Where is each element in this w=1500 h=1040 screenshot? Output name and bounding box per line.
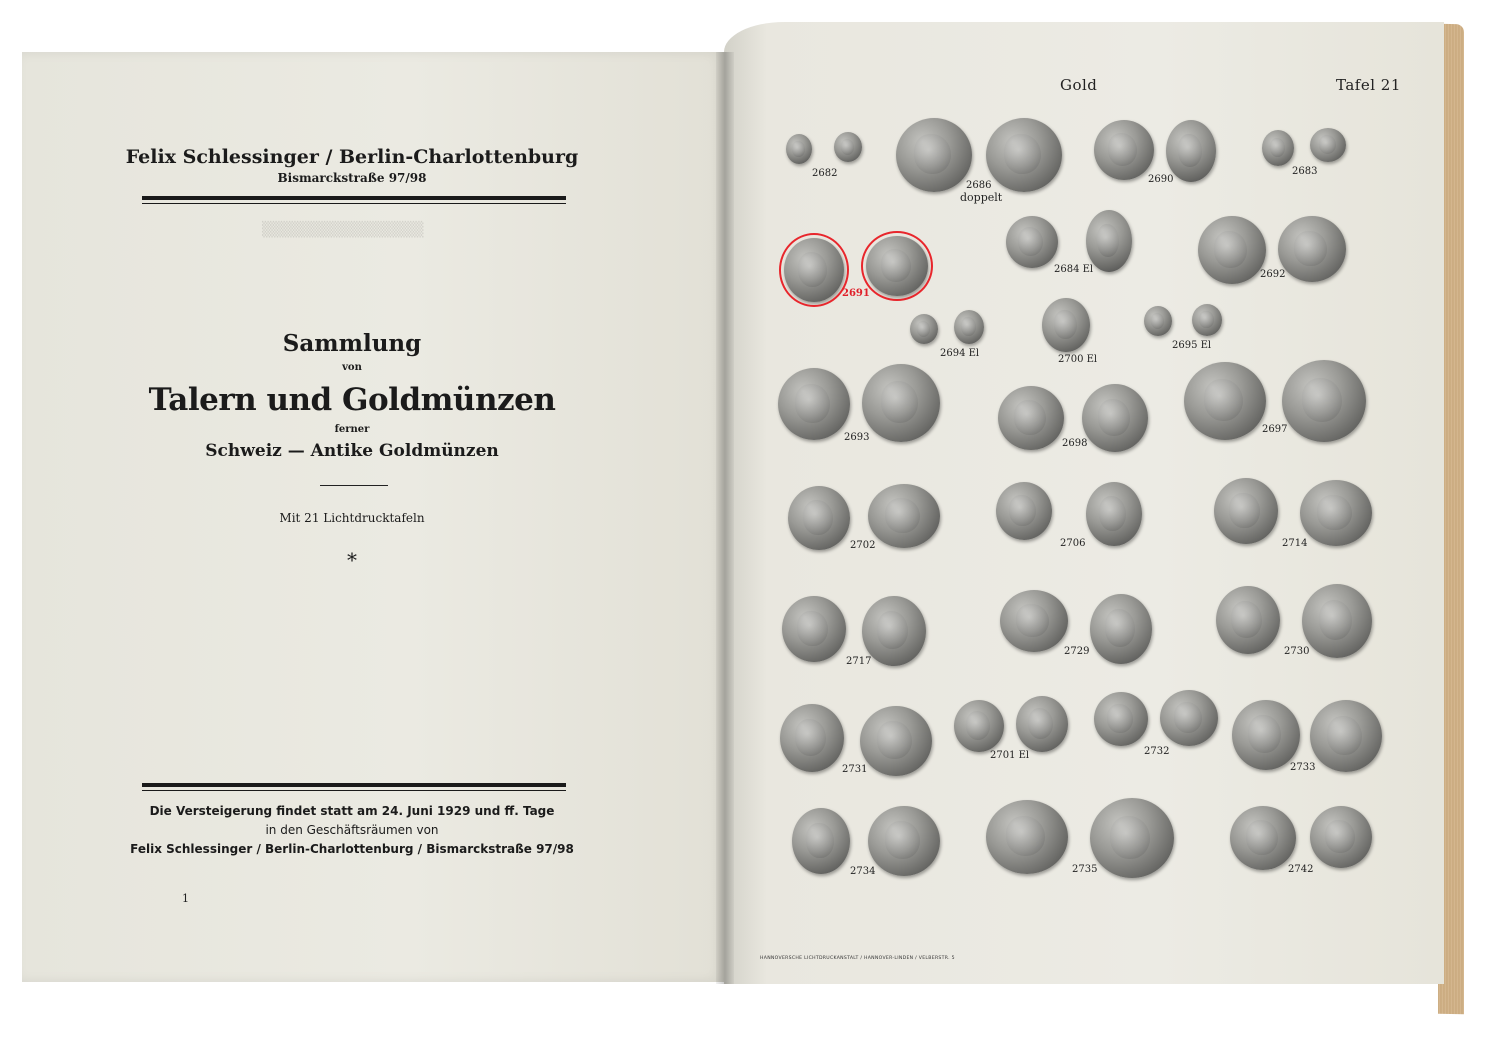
coin-image — [792, 808, 850, 874]
coin-image — [1090, 798, 1174, 878]
show-through-text: ▒▒▒▒▒▒▒▒▒▒▒▒▒▒▒ — [262, 222, 424, 238]
coin-label: 2730 — [1284, 646, 1310, 657]
title-subtitle: Schweiz — Antike Goldmünzen — [205, 441, 499, 461]
coin-image — [1216, 586, 1280, 654]
coin-label: 2684 El — [1054, 264, 1094, 275]
coin-image — [1184, 362, 1266, 440]
coin-label: 2735 — [1072, 864, 1098, 875]
title-von: von — [342, 362, 362, 373]
auction-line-1: Die Versteigerung findet statt am 24. Juni 1929 und ff. Tage — [149, 804, 555, 818]
coin-image — [1144, 306, 1172, 336]
book-gutter — [716, 52, 734, 984]
footer-rule-thick — [142, 783, 566, 787]
coin-label: 2700 El — [1058, 354, 1098, 365]
title-sammlung: Sammlung — [282, 330, 422, 357]
coin-image — [986, 118, 1062, 192]
coin-image — [896, 118, 972, 192]
coin-image — [1086, 210, 1132, 272]
header-rule-thin — [142, 203, 566, 204]
coin-image — [1160, 690, 1218, 746]
coin-image — [1000, 590, 1068, 652]
coin-label: 2734 — [850, 866, 876, 877]
coin-image — [1232, 700, 1300, 770]
coin-image — [910, 314, 938, 344]
page-number: 1 — [182, 892, 189, 905]
footer-rule-thin — [142, 790, 566, 791]
coin-image — [1086, 482, 1142, 546]
coin-image — [1214, 478, 1278, 544]
coin-image — [780, 704, 844, 772]
auction-line-3: Felix Schlessinger / Berlin-Charlottenburg / Bismarckstraße 97/98 — [130, 842, 574, 856]
coin-image — [998, 386, 1064, 450]
coin-image — [868, 484, 940, 548]
title-divider — [320, 485, 388, 486]
highlight-circle — [861, 231, 933, 301]
coin-image — [778, 368, 850, 440]
coin-label: 2694 El — [940, 348, 980, 359]
coin-label: 2683 — [1292, 166, 1318, 177]
coin-image — [1302, 584, 1372, 658]
coin-image — [1016, 696, 1068, 752]
plate-header-tafel: Tafel 21 — [1336, 76, 1401, 94]
coin-image — [1300, 480, 1372, 546]
coin-image — [1262, 130, 1294, 166]
coin-image — [1006, 216, 1058, 268]
coin-image — [1042, 298, 1090, 352]
coin-image — [1082, 384, 1148, 452]
coin-image — [1090, 594, 1152, 664]
coin-image — [1230, 806, 1296, 870]
printer-imprint: HANNOVERSCHE LICHTDRUCKANSTALT / HANNOVER-LINDEN / VELBERSTR. 5 — [760, 956, 955, 961]
coin-label: 2682 — [812, 168, 838, 179]
coin-label: 2701 El — [990, 750, 1030, 761]
coin-label: 2717 — [846, 656, 872, 667]
coin-image — [1094, 692, 1148, 746]
coin-image — [860, 706, 932, 776]
coin-label: 2692 — [1260, 269, 1286, 280]
coin-label: 2686 — [966, 180, 992, 191]
coin-label-highlighted: 2691 — [842, 288, 870, 299]
coin-label: 2690 — [1148, 174, 1174, 185]
coin-label: 2702 — [850, 540, 876, 551]
plates-count: Mit 21 Lichtdrucktafeln — [279, 511, 425, 525]
coin-image — [1310, 806, 1372, 868]
coin-label: 2706 — [1060, 538, 1086, 549]
auction-line-2: in den Geschäftsräumen von — [265, 823, 439, 837]
coin-image — [1310, 700, 1382, 772]
coin-label: 2693 — [844, 432, 870, 443]
coin-label: 2729 — [1064, 646, 1090, 657]
coin-image — [862, 596, 926, 666]
coin-label: 2698 — [1062, 438, 1088, 449]
coin-image — [782, 596, 846, 662]
coin-image — [1278, 216, 1346, 282]
coin-label: 2714 — [1282, 538, 1308, 549]
coin-image — [1192, 304, 1222, 336]
coin-image — [954, 310, 984, 344]
coin-image — [1094, 120, 1154, 180]
coin-image — [862, 364, 940, 442]
header-rule-thick — [142, 196, 566, 200]
coin-image — [1198, 216, 1266, 284]
title-ferner: ferner — [334, 424, 370, 435]
coin-label: 2697 — [1262, 424, 1288, 435]
title-main: Talern und Goldmünzen — [148, 382, 556, 418]
coin-label: doppelt — [960, 191, 1003, 204]
coin-image — [996, 482, 1052, 540]
coin-image — [786, 134, 812, 164]
asterisk-ornament: * — [347, 548, 357, 572]
coin-image — [986, 800, 1068, 874]
coin-label: 2695 El — [1172, 340, 1212, 351]
coin-label: 2732 — [1144, 746, 1170, 757]
coin-image — [954, 700, 1004, 752]
coin-label: 2733 — [1290, 762, 1316, 773]
coin-image — [834, 132, 862, 162]
coin-image — [868, 806, 940, 876]
publisher-header: Felix Schlessinger / Berlin-Charlottenburg — [125, 146, 579, 168]
publisher-address: Bismarckstraße 97/98 — [277, 171, 427, 185]
coin-image — [788, 486, 850, 550]
coin-image — [1282, 360, 1366, 442]
coin-label: 2731 — [842, 764, 868, 775]
plate-header-gold: Gold — [1060, 76, 1098, 94]
coin-image — [1166, 120, 1216, 182]
highlight-circle — [779, 233, 849, 307]
coin-image — [1310, 128, 1346, 162]
coin-label: 2742 — [1288, 864, 1314, 875]
